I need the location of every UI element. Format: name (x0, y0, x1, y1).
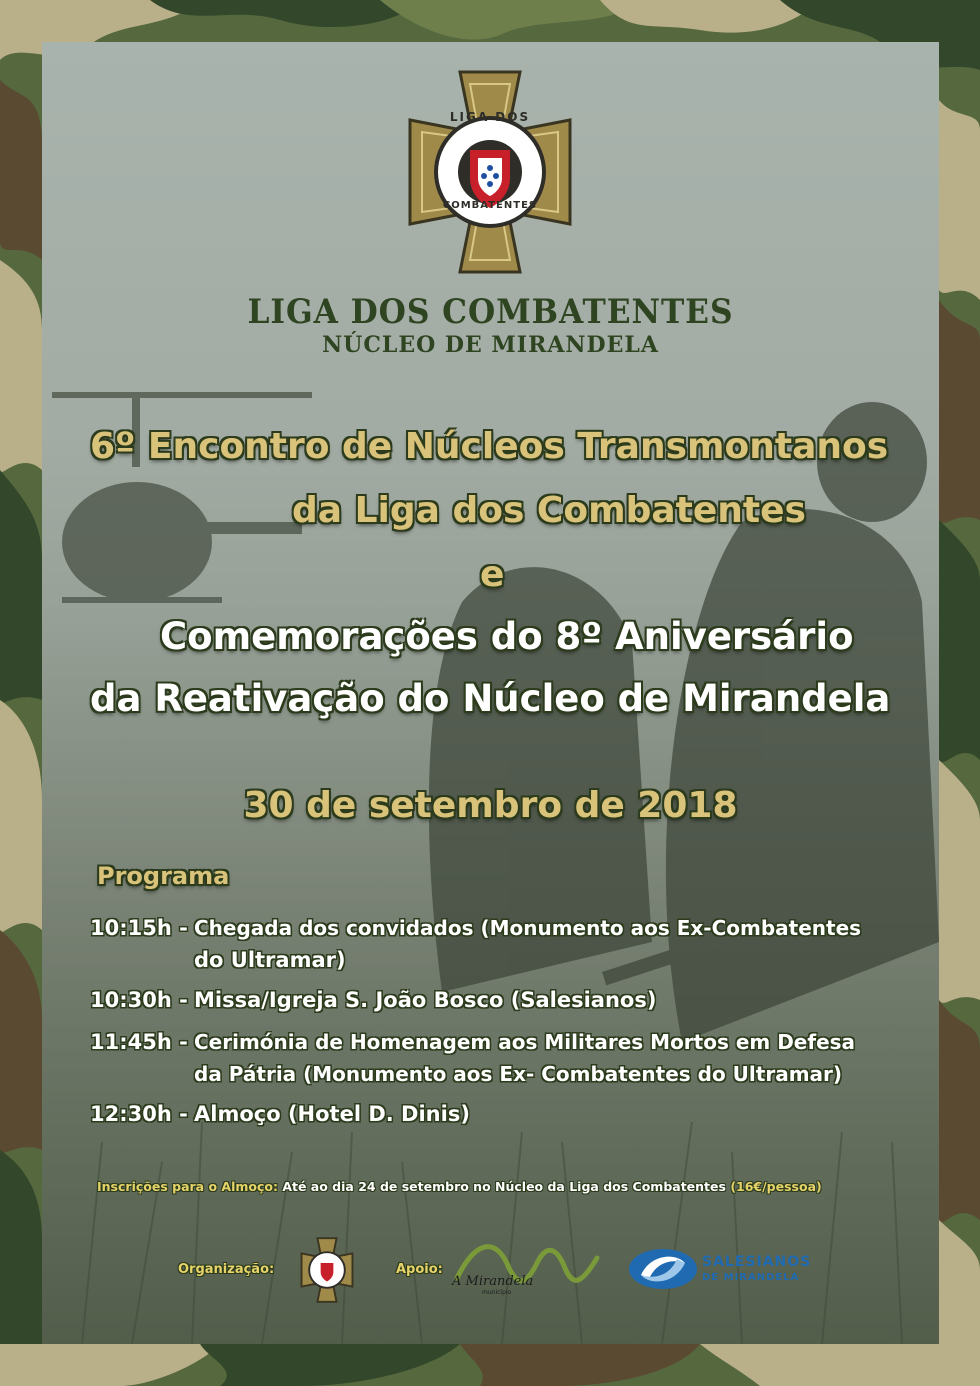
program-item-2-time: 10:30h - (90, 988, 188, 1012)
program-item-1-text-cont: do Ultramar) (194, 948, 346, 972)
registration-note (97, 1179, 822, 1194)
headline-line-3: e (480, 554, 505, 595)
registration-price: (16€/pessoa) (730, 1179, 822, 1194)
program-item-2-text: Missa/Igreja S. João Bosco (Salesianos) (194, 988, 657, 1012)
program-item-4-time: 12:30h - (90, 1102, 188, 1126)
mirandela-logo-text: A Mirandela (452, 1274, 534, 1289)
mirandela-logo-subtext: município (482, 1289, 512, 1296)
headline-line-4: Comemorações do 8º Aniversário (160, 615, 854, 658)
organization-subtitle: NÚCLEO DE MIRANDELA (322, 332, 659, 358)
registration-label: Inscrições para o Almoço: (97, 1179, 278, 1194)
headline-line-2: da Liga dos Combatentes (292, 490, 806, 531)
program-item-3-time: 11:45h - (90, 1030, 188, 1054)
support-label: Apoio: (396, 1262, 443, 1277)
headline-line-5: da Reativação do Núcleo de Mirandela (90, 677, 891, 720)
salesianos-logo-icon (627, 1245, 699, 1293)
poster-panel (42, 42, 939, 1344)
salesianos-subtitle: DE MIRANDELA (702, 1272, 800, 1283)
program-item-3-text-cont: da Pátria (Monumento aos Ex- Combatentes do Ultramar) (194, 1062, 843, 1086)
salesianos-name: SALESIANOS (702, 1254, 812, 1270)
badge-top-text: LIGA DOS (449, 110, 531, 124)
program-item-1-time: 10:15h - (90, 916, 188, 940)
cross-pattee-badge-icon (380, 62, 600, 282)
organizer-emblem-icon (292, 1235, 362, 1305)
event-date: 30 de setembro de 2018 (243, 785, 738, 826)
program-heading: Programa (97, 862, 230, 890)
organizer-label: Organização: (178, 1262, 275, 1277)
organization-title: LIGA DOS COMBATENTES (247, 292, 734, 332)
registration-text: Até ao dia 24 de setembro no Núcleo da Liga dos Combatentes (282, 1179, 726, 1194)
headline-line-1: 6º Encontro de Núcleos Transmontanos (90, 426, 889, 467)
program-item-1-text: Chegada dos convidados (Monumento aos Ex-Combatentes (194, 916, 862, 940)
badge-bottom-text: COMBATENTES (442, 200, 538, 211)
mirandela-logo-icon (447, 1238, 602, 1298)
program-item-4-text: Almoço (Hotel D. Dinis) (194, 1102, 470, 1126)
program-item-3-text: Cerimónia de Homenagem aos Militares Mortos em Defesa (194, 1030, 856, 1054)
